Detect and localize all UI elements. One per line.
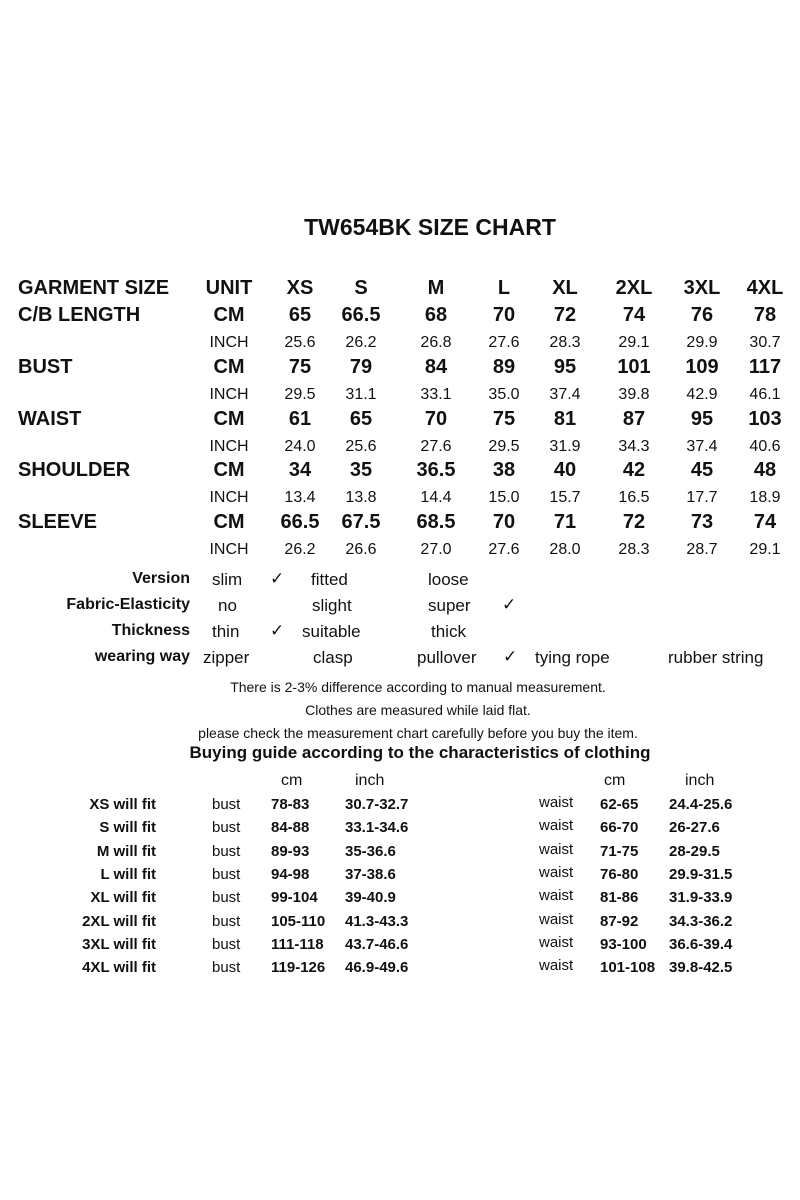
cell-waist-cm: 81 <box>553 408 577 430</box>
cell-sleeve-cm: 74 <box>753 511 777 533</box>
elasticity-option-no: no <box>218 596 237 615</box>
wearing-check-icon: ✓ <box>503 647 518 666</box>
cell-shoulder-cm: 42 <box>622 459 646 481</box>
cell-bust-inch: 31.1 <box>345 386 377 403</box>
guide-size-label: XL will fit <box>90 889 156 907</box>
page-title: TW654BK SIZE CHART <box>304 214 556 240</box>
size-header-m: M <box>427 277 445 299</box>
guide-waist-cm: 71-75 <box>600 842 639 860</box>
unit-cm: CM <box>213 459 245 481</box>
cell-c-b-length-cm: 76 <box>690 304 714 326</box>
guide-waist-inch: 28-29.5 <box>669 842 720 860</box>
wearing-label: wearing way <box>94 648 190 665</box>
guide-size-label: M will fit <box>96 842 156 860</box>
cell-shoulder-inch: 16.5 <box>618 489 650 506</box>
guide-bust-cm: 89-93 <box>271 842 310 860</box>
guide-part-bust: bust <box>212 865 241 883</box>
elasticity-option-slight: slight <box>312 596 352 615</box>
cell-waist-cm: 65 <box>349 408 373 430</box>
guide-bust-cm: 119-126 <box>271 959 326 977</box>
elasticity-check-icon: ✓ <box>502 595 517 614</box>
version-check-icon: ✓ <box>270 569 285 588</box>
size-header-l: L <box>497 277 511 299</box>
thickness-label: Thickness <box>111 622 190 639</box>
cell-shoulder-cm: 34 <box>288 459 312 481</box>
guide-bust-inch: 37-38.6 <box>345 865 396 883</box>
guide-waist-inch: 34.3-36.2 <box>669 912 733 930</box>
guide-size-label: 4XL will fit <box>82 959 156 977</box>
cell-shoulder-inch: 18.9 <box>749 489 781 506</box>
guide-head-cm-right: cm <box>604 772 626 789</box>
cell-shoulder-cm: 40 <box>553 459 577 481</box>
guide-bust-inch: 46.9-49.6 <box>345 959 409 977</box>
guide-head-inch-left: inch <box>355 772 385 789</box>
wearing-option-clasp: clasp <box>313 648 353 667</box>
version-label: Version <box>132 570 190 587</box>
guide-part-bust: bust <box>212 842 241 860</box>
guide-waist-cm: 66-70 <box>600 819 639 837</box>
guide-part-waist: waist <box>539 794 574 811</box>
note-laid-flat: Clothes are measured while laid flat. <box>305 702 531 718</box>
guide-bust-cm: 84-88 <box>271 819 310 837</box>
wearing-option-pullover: pullover <box>417 648 477 667</box>
guide-part-waist: waist <box>539 840 574 858</box>
cell-waist-inch: 37.4 <box>686 438 718 455</box>
unit-cm: CM <box>213 304 245 326</box>
cell-c-b-length-inch: 25.6 <box>284 334 316 351</box>
cell-bust-cm: 95 <box>553 356 577 378</box>
cell-shoulder-inch: 15.7 <box>549 489 581 506</box>
cell-sleeve-cm: 73 <box>690 511 714 533</box>
cell-bust-cm: 79 <box>349 356 373 378</box>
cell-sleeve-inch: 28.7 <box>686 541 718 558</box>
guide-waist-cm: 62-65 <box>600 796 639 813</box>
cell-bust-cm: 84 <box>424 356 448 378</box>
thickness-check-icon: ✓ <box>270 621 285 640</box>
cell-sleeve-inch: 27.6 <box>488 541 520 558</box>
cell-c-b-length-cm: 74 <box>622 304 646 326</box>
row-label-shoulder: SHOULDER <box>18 459 131 481</box>
cell-bust-cm: 89 <box>492 356 516 378</box>
guide-waist-inch: 39.8-42.5 <box>669 959 733 977</box>
thickness-option-suitable: suitable <box>302 622 361 641</box>
guide-bust-inch: 33.1-34.6 <box>345 819 409 837</box>
guide-bust-inch: 43.7-46.6 <box>345 935 409 953</box>
cell-shoulder-inch: 14.4 <box>420 489 452 506</box>
size-header-3xl: 3XL <box>683 277 721 299</box>
cell-waist-cm: 75 <box>492 408 516 430</box>
cell-c-b-length-inch: 28.3 <box>549 334 581 351</box>
guide-bust-cm: 78-83 <box>271 796 310 813</box>
cell-waist-inch: 34.3 <box>618 438 650 455</box>
guide-waist-inch: 26-27.6 <box>669 819 720 837</box>
cell-c-b-length-inch: 27.6 <box>488 334 520 351</box>
cell-bust-inch: 37.4 <box>549 386 581 403</box>
unit-inch: INCH <box>209 541 249 558</box>
cell-c-b-length-inch: 26.8 <box>420 334 452 351</box>
cell-sleeve-cm: 66.5 <box>280 511 320 533</box>
guide-size-label: 3XL will fit <box>82 935 156 953</box>
guide-part-bust: bust <box>212 889 241 907</box>
cell-waist-cm: 87 <box>622 408 646 430</box>
cell-bust-inch: 35.0 <box>488 386 520 403</box>
row-label-sleeve: SLEEVE <box>18 511 97 533</box>
cell-shoulder-cm: 48 <box>753 459 777 481</box>
cell-sleeve-inch: 29.1 <box>749 541 781 558</box>
cell-shoulder-cm: 35 <box>349 459 373 481</box>
buying-guide-title: Buying guide according to the characteristics of clothing <box>189 743 651 762</box>
guide-part-waist: waist <box>539 933 574 951</box>
garment-size-header: GARMENT SIZE <box>18 277 170 299</box>
guide-part-waist: waist <box>539 910 574 928</box>
cell-c-b-length-cm: 70 <box>492 304 516 326</box>
size-header-2xl: 2XL <box>615 277 653 299</box>
guide-part-bust: bust <box>212 912 241 930</box>
cell-c-b-length-cm: 72 <box>553 304 577 326</box>
guide-bust-cm: 99-104 <box>271 889 318 907</box>
unit-inch: INCH <box>209 438 249 455</box>
cell-c-b-length-inch: 30.7 <box>749 334 781 351</box>
cell-waist-inch: 31.9 <box>549 438 581 455</box>
cell-bust-inch: 46.1 <box>749 386 781 403</box>
cell-shoulder-inch: 13.4 <box>284 489 316 506</box>
row-label-c-b-length: C/B LENGTH <box>18 304 141 326</box>
guide-bust-cm: 94-98 <box>271 865 310 883</box>
cell-bust-inch: 33.1 <box>420 386 452 403</box>
guide-bust-inch: 35-36.6 <box>345 842 396 860</box>
cell-bust-cm: 101 <box>617 356 651 378</box>
guide-waist-cm: 101-108 <box>600 959 656 977</box>
size-header-4xl: 4XL <box>746 277 784 299</box>
cell-waist-inch: 29.5 <box>488 438 520 455</box>
cell-c-b-length-cm: 78 <box>753 304 777 326</box>
cell-c-b-length-inch: 29.9 <box>686 334 718 351</box>
guide-waist-cm: 87-92 <box>600 912 639 930</box>
guide-waist-cm: 76-80 <box>600 865 639 883</box>
guide-head-cm-left: cm <box>281 772 303 789</box>
wearing-option-zipper: zipper <box>203 648 250 667</box>
cell-waist-cm: 61 <box>288 408 312 430</box>
note-check-chart: please check the measurement chart carefully before you buy the item. <box>198 725 638 741</box>
guide-part-waist: waist <box>539 957 574 975</box>
cell-bust-inch: 39.8 <box>618 386 650 403</box>
cell-sleeve-inch: 26.6 <box>345 541 377 558</box>
cell-sleeve-inch: 26.2 <box>284 541 316 558</box>
unit-cm: CM <box>213 356 245 378</box>
guide-size-label: 2XL will fit <box>82 912 156 930</box>
unit-inch: INCH <box>209 489 249 506</box>
elasticity-label: Fabric-Elasticity <box>66 596 190 613</box>
cell-bust-inch: 42.9 <box>686 386 718 403</box>
cell-sleeve-cm: 67.5 <box>341 511 381 533</box>
cell-sleeve-inch: 28.0 <box>549 541 581 558</box>
guide-bust-cm: 105-110 <box>271 912 326 930</box>
unit-inch: INCH <box>209 386 249 403</box>
cell-c-b-length-cm: 66.5 <box>341 304 381 326</box>
cell-waist-inch: 25.6 <box>345 438 377 455</box>
size-header-xl: XL <box>552 277 578 299</box>
cell-sleeve-cm: 72 <box>622 511 646 533</box>
guide-part-waist: waist <box>539 863 574 881</box>
cell-c-b-length-cm: 68 <box>424 304 448 326</box>
cell-c-b-length-cm: 65 <box>288 304 312 326</box>
guide-part-bust: bust <box>212 935 241 953</box>
guide-bust-cm: 111-118 <box>271 935 324 953</box>
guide-size-label: XS will fit <box>89 796 156 813</box>
cell-waist-cm: 103 <box>748 408 782 430</box>
cell-shoulder-cm: 45 <box>690 459 714 481</box>
guide-part-waist: waist <box>539 887 574 905</box>
cell-sleeve-inch: 27.0 <box>420 541 452 558</box>
cell-waist-cm: 95 <box>690 408 714 430</box>
guide-waist-inch: 36.6-39.4 <box>669 935 733 953</box>
guide-bust-inch: 39-40.9 <box>345 889 396 907</box>
cell-waist-inch: 40.6 <box>749 438 781 455</box>
unit-cm: CM <box>213 511 245 533</box>
note-measurement-difference: There is 2-3% difference according to manual measurement. <box>230 679 606 695</box>
cell-shoulder-inch: 15.0 <box>488 489 520 506</box>
cell-shoulder-cm: 36.5 <box>416 459 456 481</box>
unit-inch: INCH <box>209 334 249 351</box>
guide-part-bust: bust <box>212 819 241 837</box>
guide-waist-cm: 81-86 <box>600 889 639 907</box>
cell-shoulder-inch: 13.8 <box>345 489 377 506</box>
cell-waist-inch: 24.0 <box>284 438 316 455</box>
version-option-fitted: fitted <box>311 570 348 589</box>
cell-sleeve-cm: 68.5 <box>416 511 456 533</box>
unit-header: UNIT <box>205 277 253 299</box>
cell-shoulder-cm: 38 <box>492 459 516 481</box>
guide-waist-inch: 24.4-25.6 <box>669 796 733 813</box>
wearing-option-tying-rope: tying rope <box>535 648 610 667</box>
guide-part-bust: bust <box>212 959 241 977</box>
elasticity-option-super: super <box>428 596 471 615</box>
guide-part-bust: bust <box>212 796 241 813</box>
thickness-option-thick: thick <box>431 622 466 641</box>
guide-waist-inch: 31.9-33.9 <box>669 889 733 907</box>
cell-bust-cm: 117 <box>748 356 782 378</box>
guide-head-inch-right: inch <box>685 772 715 789</box>
cell-waist-inch: 27.6 <box>420 438 452 455</box>
row-label-bust: BUST <box>18 356 73 378</box>
size-header-s: S <box>354 277 368 299</box>
guide-bust-inch: 30.7-32.7 <box>345 796 409 813</box>
cell-sleeve-cm: 71 <box>553 511 577 533</box>
unit-cm: CM <box>213 408 245 430</box>
guide-size-label: S will fit <box>99 819 156 837</box>
version-option-slim: slim <box>212 570 243 589</box>
size-header-xs: XS <box>286 277 314 299</box>
thickness-option-thin: thin <box>212 622 240 641</box>
cell-shoulder-inch: 17.7 <box>686 489 718 506</box>
version-option-loose: loose <box>428 570 469 589</box>
wearing-option-rubber-string: rubber string <box>668 648 764 667</box>
cell-bust-cm: 75 <box>288 356 312 378</box>
guide-bust-inch: 41.3-43.3 <box>345 912 409 930</box>
cell-bust-inch: 29.5 <box>284 386 316 403</box>
row-label-waist: WAIST <box>18 408 82 430</box>
guide-waist-inch: 29.9-31.5 <box>669 865 733 883</box>
cell-bust-cm: 109 <box>685 356 719 378</box>
cell-waist-cm: 70 <box>424 408 448 430</box>
cell-c-b-length-inch: 26.2 <box>345 334 377 351</box>
guide-size-label: L will fit <box>100 865 156 883</box>
cell-sleeve-inch: 28.3 <box>618 541 650 558</box>
guide-waist-cm: 93-100 <box>600 935 647 953</box>
guide-part-waist: waist <box>539 817 574 835</box>
cell-c-b-length-inch: 29.1 <box>618 334 650 351</box>
cell-sleeve-cm: 70 <box>492 511 516 533</box>
